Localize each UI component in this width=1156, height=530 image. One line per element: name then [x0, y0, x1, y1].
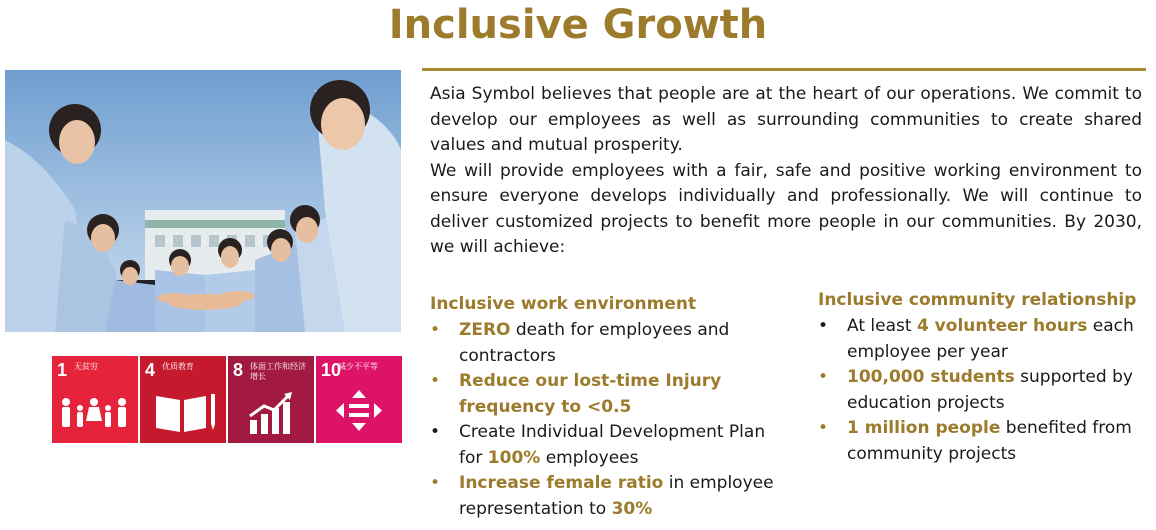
list-item: [430, 420, 790, 471]
item-text: supported by education projects: [847, 367, 1133, 413]
item-text: each employee per year: [847, 316, 1134, 362]
item-text: benefited from community projects: [847, 418, 1132, 464]
sdg-number: 8: [233, 360, 244, 380]
work-environment-list: [430, 318, 790, 522]
work-environment-section: [430, 292, 790, 522]
sdg-tile-10: [316, 356, 402, 443]
list-item: [818, 314, 1148, 365]
list-item: [818, 365, 1148, 416]
sdg-tile-4: [140, 356, 226, 443]
intro-paragraph-1: Asia Symbol believes that people are at the heart of our operations. We commit to develop our employees as well as surrounding communities to create shared values and mutual prosperity.: [430, 84, 1142, 155]
sdg-tile-1: [52, 356, 138, 443]
item-highlight: Increase female ratio: [459, 473, 664, 493]
list-item: [818, 416, 1148, 467]
item-highlight: Reduce our lost-time Injury frequency to <0.5: [459, 371, 722, 417]
community-list: [818, 314, 1148, 467]
community-heading: Inclusive community relationship: [818, 290, 1137, 310]
item-text: At least: [847, 316, 917, 336]
sdg-number: 1: [57, 360, 68, 380]
book-pen-icon: [140, 386, 226, 443]
list-item: [430, 318, 790, 369]
sdg-label: 优质教育: [162, 362, 194, 371]
list-item: [430, 369, 790, 420]
item-highlight: ZERO: [459, 320, 511, 340]
title-underline: [422, 68, 1146, 71]
bullet-icon: •: [430, 371, 441, 391]
sdg-label: 无贫穷: [74, 362, 98, 371]
work-environment-heading: Inclusive work environment: [430, 294, 697, 314]
sdg-tile-8: [228, 356, 314, 443]
item-text: in employee representation to: [459, 473, 774, 519]
team-photo-illustration: [5, 70, 401, 332]
bullet-icon: •: [818, 418, 829, 438]
item-highlight: 30%: [611, 498, 653, 519]
intro-text: [430, 82, 1142, 261]
list-item: [430, 471, 790, 522]
bullet-icon: •: [430, 320, 441, 340]
item-highlight: 4 volunteer hours: [916, 316, 1088, 336]
sdg-number: 4: [145, 360, 156, 380]
item-text: death for employees and contractors: [459, 320, 730, 366]
sdg-label: 减少不平等: [338, 362, 378, 371]
community-section: [818, 288, 1148, 467]
growth-chart-icon: [228, 386, 314, 443]
family-icon: [52, 386, 138, 443]
page-title: Inclusive Growth: [388, 2, 768, 48]
item-highlight: 100,000 students: [847, 367, 1015, 387]
item-highlight: 100%: [487, 447, 541, 468]
item-highlight: 1 million people: [847, 418, 1001, 438]
equality-icon: [316, 386, 402, 443]
team-photo: [5, 70, 401, 332]
bullet-icon: •: [818, 367, 829, 387]
item-text: Create Individual Development Plan for: [459, 422, 766, 468]
bullet-icon: •: [430, 422, 441, 442]
sdg-number: 10: [321, 360, 342, 380]
intro-paragraph-2: We will provide employees with a fair, safe and positive working environment to ensure everyone develops individually and professionally. We will continue to deliver customized projects to benefit more people in our communities. By 2030, we will achieve:: [430, 160, 1142, 257]
bullet-icon: •: [430, 473, 441, 493]
sdg-label: 体面工作和经济增长: [250, 362, 306, 381]
item-text: employees: [540, 447, 639, 468]
bullet-icon: •: [818, 316, 829, 336]
